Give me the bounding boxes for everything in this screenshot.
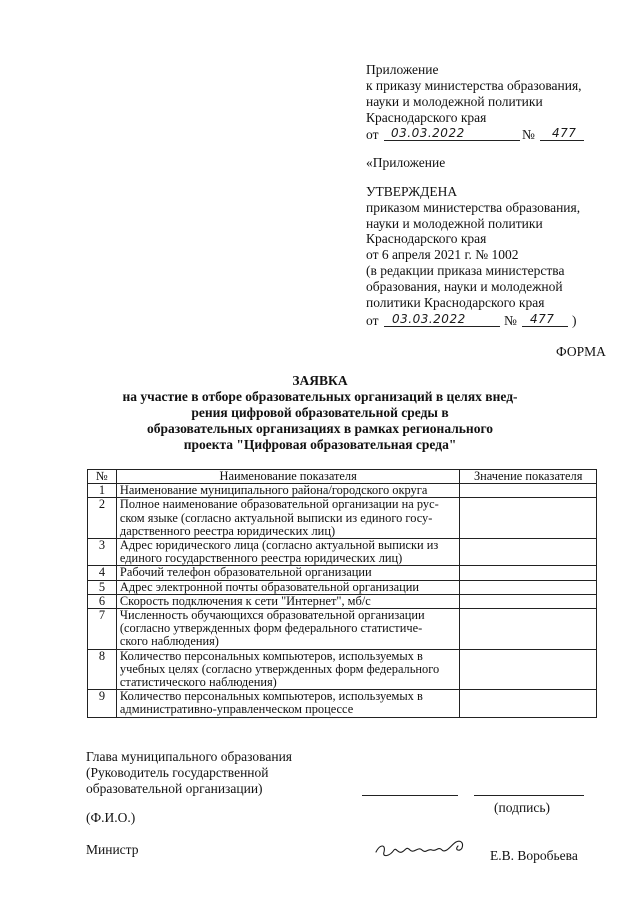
row-indicator: [116, 594, 460, 608]
row-number: 4: [88, 566, 117, 580]
row-indicator-line: ском языке (согласно актуальной выписки из единого госу-: [119, 510, 433, 525]
row-indicator-line: Адрес электронной почты образовательной организации: [119, 579, 420, 594]
row-value-cell[interactable]: [460, 609, 597, 650]
approved-line-7: политики Краснодарского края: [366, 295, 545, 310]
row-number: 2: [88, 498, 117, 539]
form-label: ФОРМА: [556, 344, 606, 359]
indicators-table: [87, 469, 597, 718]
row-number: 3: [88, 539, 117, 566]
row-indicator-line: административно-управленческом процессе: [119, 702, 354, 717]
row-value-cell[interactable]: [460, 539, 597, 566]
approved-line-1: приказом министерства образования,: [366, 200, 581, 215]
row-value-cell[interactable]: [460, 649, 597, 690]
edit-close-paren: ): [572, 313, 577, 328]
appendix-line-3: науки и молодежной политики: [366, 94, 543, 109]
row-number: 5: [88, 580, 117, 594]
table-row: [88, 690, 597, 717]
table-row: [88, 484, 597, 498]
row-value-cell[interactable]: [460, 690, 597, 717]
table-row: [88, 580, 597, 594]
row-indicator: [116, 484, 460, 498]
quote-appendix: «Приложение: [366, 155, 446, 170]
approved-label: УТВЕРЖДЕНА: [366, 184, 458, 199]
document-title-line-3: образовательных организациях в рамках регионального: [146, 421, 493, 436]
row-number: 8: [88, 649, 117, 690]
table-row: [88, 498, 597, 539]
signature-line-right[interactable]: [474, 795, 584, 796]
row-value-cell[interactable]: [460, 566, 597, 580]
approved-line-4: от 6 апреля 2021 г. № 1002: [366, 247, 519, 262]
row-indicator-line: Количество персональных компьютеров, используемых в: [119, 648, 423, 663]
row-indicator-line: Наименование муниципального района/городского округа: [119, 483, 428, 498]
table-row: [88, 649, 597, 690]
signatory-line-2: (Руководитель государственной: [86, 765, 269, 780]
table-row: [88, 594, 597, 608]
order-number: 477: [552, 126, 577, 140]
row-indicator-line: статистического наблюдения): [119, 675, 277, 690]
row-indicator-line: (согласно утвержденных форм федерального статистиче-: [119, 621, 423, 636]
row-indicator-line: единого государственного реестра юридических лиц): [119, 551, 403, 566]
approved-line-2: науки и молодежной политики: [366, 216, 543, 231]
order-from-label: от: [366, 127, 379, 142]
row-value-cell[interactable]: [460, 580, 597, 594]
row-number: 1: [88, 484, 117, 498]
row-indicator: [116, 580, 460, 594]
signatory-line-3: образовательной организации): [86, 781, 263, 796]
row-indicator-line: дарственного реестра юридических лиц): [119, 523, 336, 538]
document-title-line-2: рения цифровой образовательной среды в: [191, 405, 449, 420]
row-indicator-line: Скорость подключения к сети "Интернет", мб/с: [119, 593, 371, 608]
column-header-indicator: Наименование показателя: [116, 470, 460, 484]
signatory-line-1: Глава муниципального образования: [86, 749, 293, 764]
row-indicator: [116, 498, 460, 539]
document-title-line-4: проекта "Цифровая образовательная среда": [183, 437, 457, 452]
row-indicator-line: учебных целях (согласно утвержденных форм федерального: [119, 661, 440, 676]
appendix-line-1: Приложение: [366, 62, 439, 77]
edit-number-sign: №: [504, 313, 517, 328]
row-indicator: [116, 690, 460, 717]
row-number: 9: [88, 690, 117, 717]
table-row: [88, 566, 597, 580]
edit-date: 03.03.2022: [392, 312, 466, 326]
approved-line-6: образования, науки и молодежной: [366, 279, 563, 294]
fio-label: (Ф.И.О.): [86, 810, 136, 825]
row-indicator: [116, 609, 460, 650]
signature-line-left[interactable]: [362, 795, 458, 796]
row-indicator-line: Адрес юридического лица (согласно актуальной выписки из: [119, 538, 439, 553]
row-value-cell[interactable]: [460, 594, 597, 608]
minister-label: Министр: [86, 842, 139, 857]
row-indicator-line: ского наблюдения): [119, 634, 219, 649]
row-number: 6: [88, 594, 117, 608]
row-indicator-line: Численность обучающихся образовательной организации: [119, 608, 425, 623]
row-indicator: [116, 539, 460, 566]
row-number: 7: [88, 609, 117, 650]
signature-caption: (подпись): [494, 800, 551, 815]
document-heading: ЗАЯВКА: [292, 373, 348, 388]
row-indicator: [116, 649, 460, 690]
table-header-row: [88, 470, 597, 484]
row-indicator-line: Количество персональных компьютеров, используемых в: [119, 689, 423, 704]
row-indicator-line: Рабочий телефон образовательной организации: [119, 565, 372, 580]
column-header-number: №: [88, 470, 117, 484]
document-title-line-1: на участие в отборе образовательных организаций в целях внед-: [122, 389, 518, 404]
approved-line-3: Краснодарского края: [366, 231, 487, 246]
appendix-line-2: к приказу министерства образования,: [366, 78, 582, 93]
order-number-sign: №: [522, 127, 535, 142]
row-value-cell[interactable]: [460, 498, 597, 539]
row-value-cell[interactable]: [460, 484, 597, 498]
minister-name: Е.В. Воробьева: [490, 848, 578, 863]
edit-from-label: от: [366, 313, 379, 328]
handwritten-signature-icon: [372, 836, 476, 862]
order-date: 03.03.2022: [391, 126, 465, 140]
table-row: [88, 609, 597, 650]
minister-signature: [372, 836, 476, 862]
edit-number: 477: [530, 312, 555, 326]
appendix-line-4: Краснодарского края: [366, 110, 487, 125]
approved-line-5: (в редакции приказа министерства: [366, 263, 565, 278]
row-indicator-line: Полное наименование образовательной организации на рус-: [119, 497, 439, 512]
table-row: [88, 539, 597, 566]
column-header-value: Значение показателя: [460, 470, 597, 484]
row-indicator: [116, 566, 460, 580]
